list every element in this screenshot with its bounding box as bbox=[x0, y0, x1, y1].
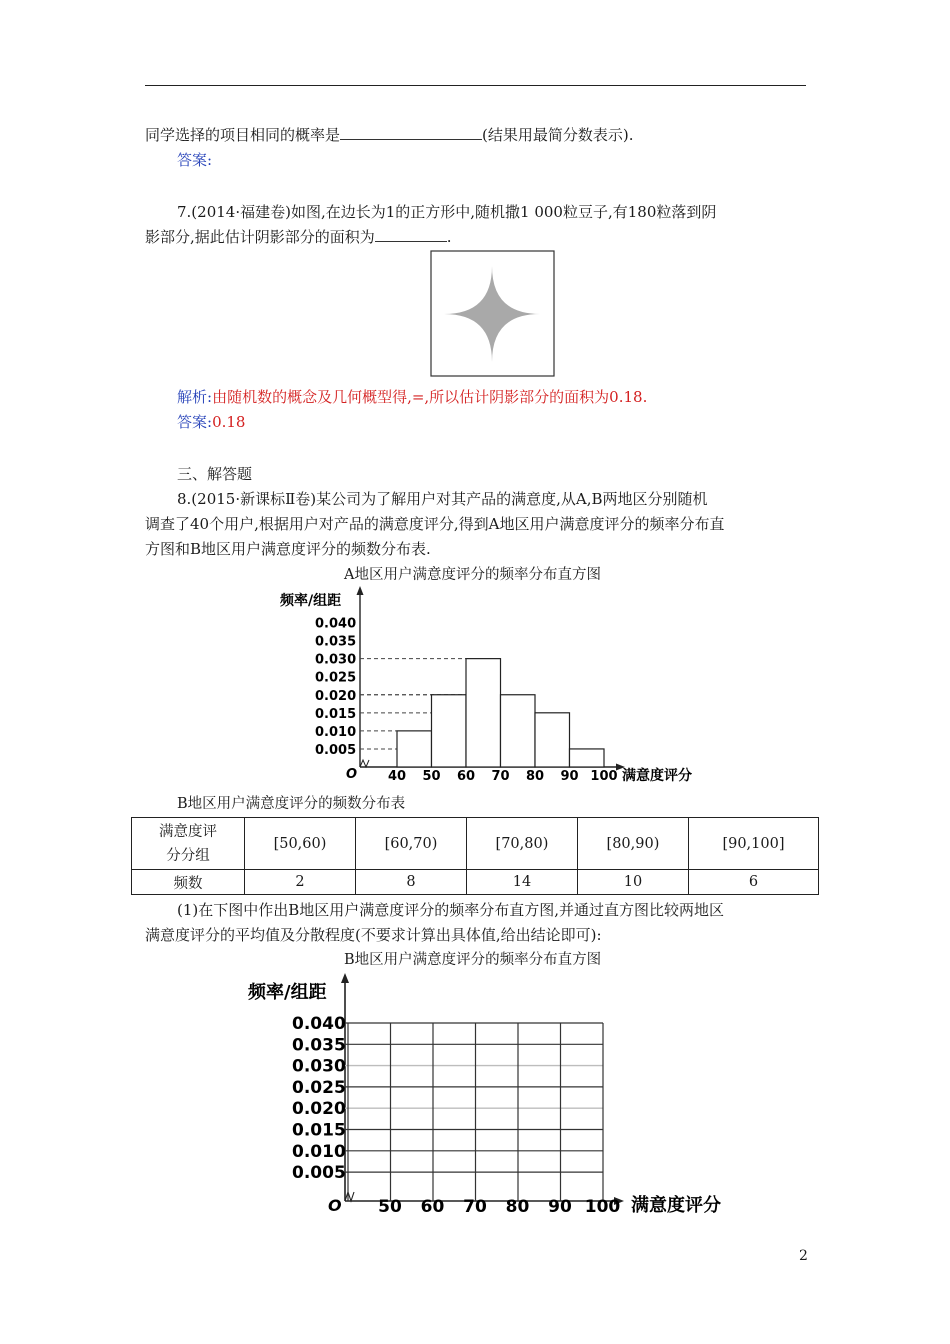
q8-part1-line2: 满意度评分的平均值及分散程度(不要求计算出具体值,给出结论即可): bbox=[145, 926, 602, 944]
group-cell: [90,100] bbox=[688, 818, 818, 870]
y-axis-label: 频率/组距 bbox=[280, 593, 342, 609]
answer-blank[interactable] bbox=[340, 125, 482, 140]
x-tick-label: 90 bbox=[560, 769, 579, 784]
y-tick-label: 0.010 bbox=[292, 1141, 346, 1162]
origin-label: O bbox=[328, 1196, 342, 1215]
q7-line2-prefix: 影部分,据此估计阴影部分的面积为 bbox=[145, 228, 375, 246]
q8-line3: 方图和B地区用户满意度评分的频数分布表. bbox=[145, 540, 431, 558]
y-tick-label: 0.025 bbox=[315, 670, 357, 686]
x-tick-label: 60 bbox=[420, 1197, 445, 1217]
y-tick-label: 0.030 bbox=[292, 1056, 346, 1077]
histogram-bar bbox=[535, 713, 570, 767]
answer-value: 0.18 bbox=[212, 413, 246, 431]
q6-text-prefix: 同学选择的项目相同的概率是 bbox=[145, 126, 341, 144]
histogram-b-caption: B地区用户满意度评分的频率分布直方图 bbox=[344, 952, 602, 968]
analysis-label: 解析: bbox=[177, 388, 213, 406]
histogram-b-grid[interactable] bbox=[240, 968, 750, 1223]
header-rule bbox=[145, 85, 806, 86]
y-tick-label: 0.040 bbox=[315, 616, 357, 632]
header-label-cell bbox=[132, 818, 245, 870]
astroid-figure bbox=[430, 250, 556, 378]
header-label-line2: 分分组 bbox=[166, 847, 210, 864]
histogram-bar bbox=[570, 749, 605, 767]
y-tick-label: 0.025 bbox=[292, 1077, 346, 1098]
histogram-a-caption: A地区用户满意度评分的频率分布直方图 bbox=[344, 567, 601, 583]
count-cell: 8 bbox=[355, 870, 466, 895]
y-tick-label: 0.020 bbox=[315, 688, 357, 704]
group-cell: [50,60) bbox=[245, 818, 356, 870]
y-tick-label: 0.010 bbox=[315, 724, 357, 740]
x-tick-label: 70 bbox=[491, 769, 510, 784]
y-tick-label: 0.015 bbox=[315, 706, 357, 722]
x-tick-label: 100 bbox=[590, 769, 618, 784]
histogram-bar bbox=[501, 695, 536, 767]
x-tick-label: 80 bbox=[505, 1197, 530, 1217]
table-header-row bbox=[132, 818, 819, 870]
y-tick-label: 0.015 bbox=[292, 1120, 346, 1141]
x-tick-label: 80 bbox=[525, 769, 545, 784]
page-number: 2 bbox=[799, 1248, 808, 1264]
x-axis-label: 满意度评分 bbox=[622, 768, 692, 784]
y-axis-arrow bbox=[357, 586, 364, 595]
table-count-row bbox=[132, 870, 819, 895]
y-tick-label: 0.040 bbox=[292, 1014, 346, 1034]
q6-answer-label: 答案: bbox=[177, 151, 213, 169]
axis-break-mark bbox=[360, 760, 369, 767]
q7-analysis bbox=[177, 386, 647, 407]
y-axis-arrow bbox=[341, 973, 349, 983]
q6-fill-line bbox=[145, 124, 634, 145]
q8-line2: 调查了40个用户,根据用户对产品的满意度评分,得到A地区用户满意度评分的频率分布直 bbox=[145, 515, 725, 533]
x-tick-label: 40 bbox=[387, 769, 407, 784]
group-cell: [60,70) bbox=[355, 818, 466, 870]
section-title: 三、解答题 bbox=[177, 465, 253, 483]
y-tick-label: 0.035 bbox=[315, 634, 357, 650]
q8-part1-line1: (1)在下图中作出B地区用户满意度评分的频率分布直方图,并通过直方图比较两地区 bbox=[177, 901, 725, 919]
group-cell: [70,80) bbox=[466, 818, 577, 870]
histogram-bar bbox=[466, 659, 501, 767]
q8-line1: 8.(2015·新课标Ⅱ卷)某公司为了解用户对其产品的满意度,从A,B两地区分别随机 bbox=[177, 490, 708, 508]
x-tick-label: 70 bbox=[463, 1197, 487, 1217]
frequency-table bbox=[131, 817, 819, 895]
y-tick-label: 0.035 bbox=[292, 1035, 346, 1056]
q7-line2-suffix: . bbox=[446, 228, 452, 246]
analysis-text: 由随机数的概念及几何概型得,=,所以估计阴影部分的面积为0.18. bbox=[212, 388, 648, 406]
axis-break-mark bbox=[345, 1192, 354, 1201]
count-cell: 6 bbox=[688, 870, 818, 895]
answer-label: 答案: bbox=[177, 413, 213, 431]
count-cell: 14 bbox=[466, 870, 577, 895]
y-tick-label: 0.005 bbox=[292, 1163, 346, 1184]
q7-answer-blank[interactable] bbox=[375, 227, 447, 242]
origin-label: O bbox=[346, 767, 358, 782]
y-tick-label: 0.030 bbox=[315, 652, 357, 668]
q7-line1: 7.(2014·福建卷)如图,在边长为1的正方形中,随机撒1 000粒豆子,有180粒落到阴 bbox=[177, 203, 717, 221]
x-axis-label: 满意度评分 bbox=[631, 1195, 721, 1216]
table-b-caption: B地区用户满意度评分的频数分布表 bbox=[177, 796, 406, 812]
header-label-line1: 满意度评 bbox=[159, 823, 217, 840]
x-tick-label: 60 bbox=[456, 769, 476, 784]
x-tick-label: 90 bbox=[548, 1197, 572, 1217]
histogram-bar bbox=[432, 695, 467, 767]
histogram-bar bbox=[397, 731, 432, 767]
y-axis-label: 频率/组距 bbox=[248, 982, 327, 1003]
count-cell: 10 bbox=[577, 870, 688, 895]
x-tick-label: 50 bbox=[378, 1197, 402, 1217]
x-tick-label: 100 bbox=[584, 1197, 621, 1217]
row-label-cell: 频数 bbox=[132, 870, 245, 895]
count-cell: 2 bbox=[245, 870, 356, 895]
q7-line2 bbox=[145, 226, 452, 247]
y-tick-label: 0.005 bbox=[315, 742, 357, 758]
x-tick-label: 50 bbox=[422, 769, 441, 784]
group-cell: [80,90) bbox=[577, 818, 688, 870]
q7-answer bbox=[177, 411, 245, 432]
histogram-a bbox=[275, 582, 715, 787]
y-tick-label: 0.020 bbox=[292, 1099, 346, 1120]
q6-text-suffix: (结果用最简分数表示). bbox=[482, 126, 634, 144]
